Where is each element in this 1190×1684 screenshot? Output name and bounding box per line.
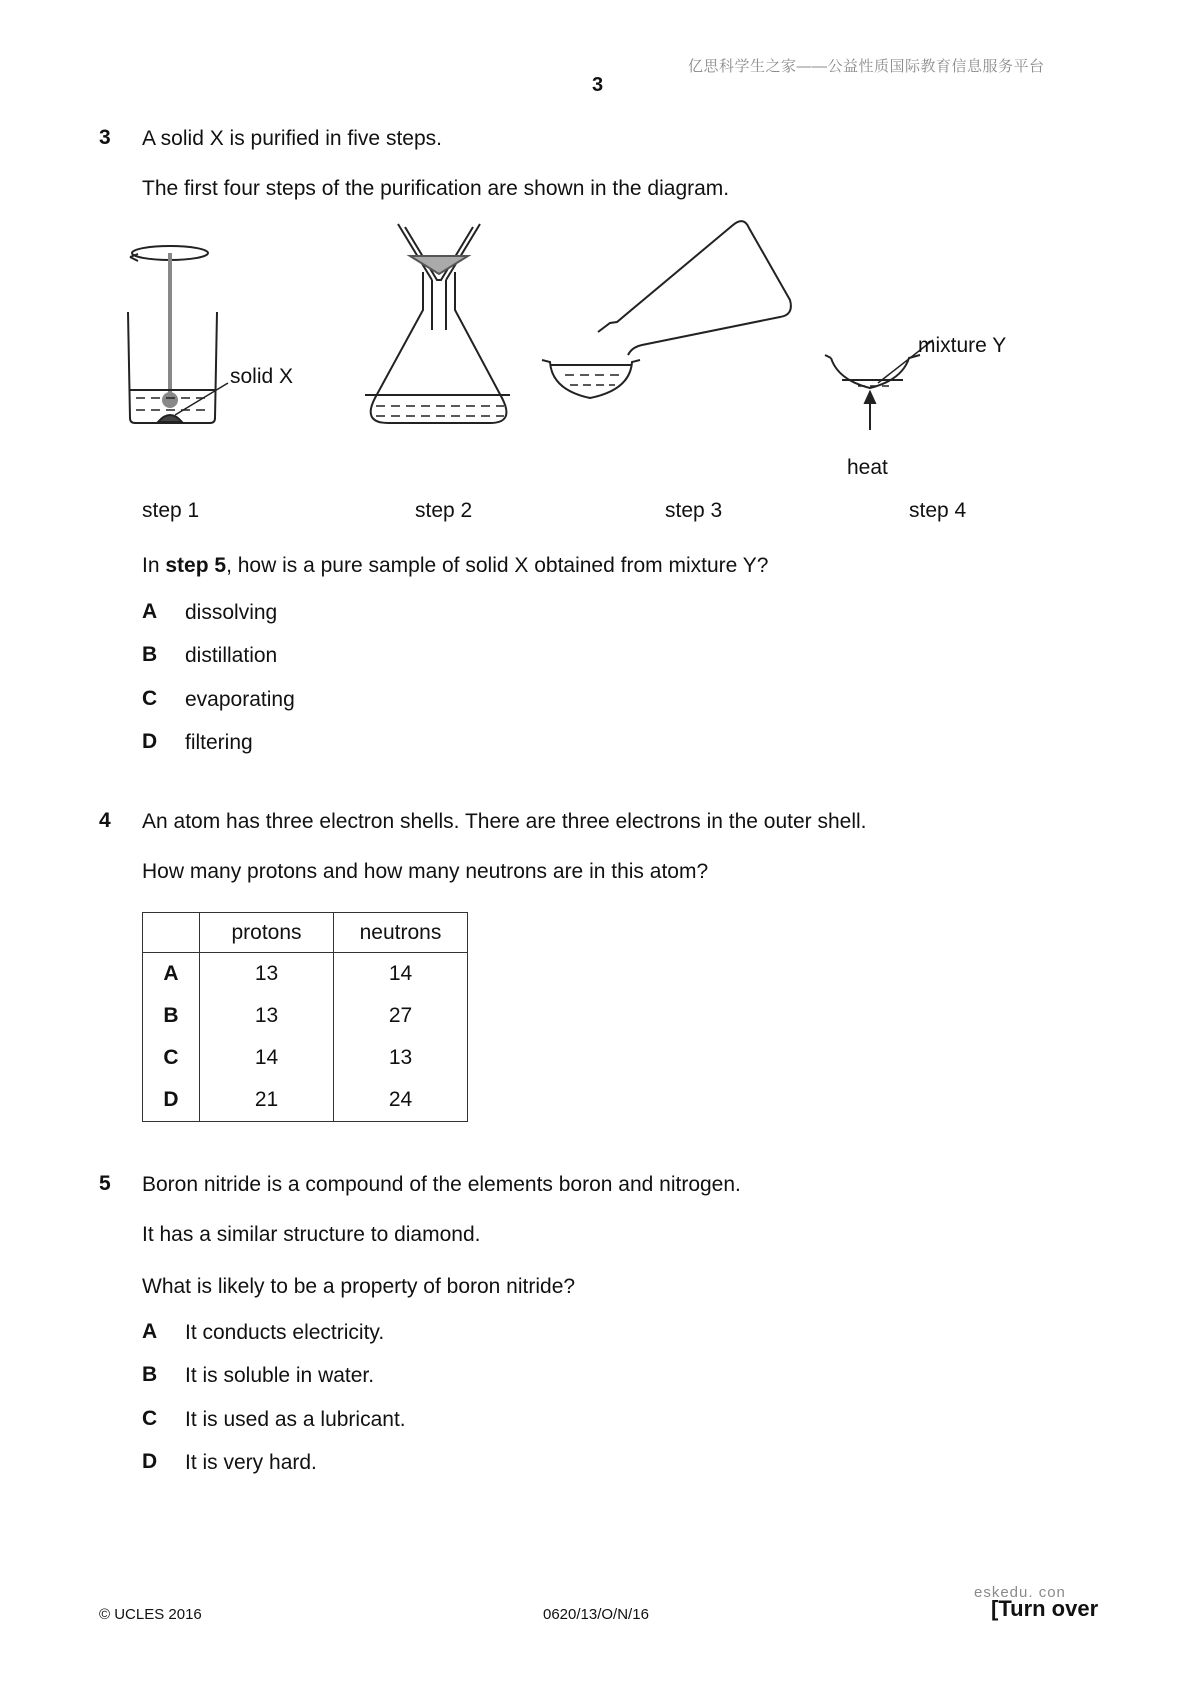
table-header-cell: protons [200, 913, 334, 953]
table-header-cell [143, 913, 200, 953]
beaker-stirring-icon [128, 246, 228, 423]
q5-option-text: It is used as a lubricant. [185, 1408, 406, 1431]
copyright: © UCLES 2016 [99, 1606, 202, 1623]
table-row [143, 1037, 468, 1079]
row-letter: A [143, 953, 200, 996]
page-number: 3 [592, 74, 604, 96]
table-header-row [143, 913, 468, 953]
q3-option-text: evaporating [185, 688, 295, 711]
question-5-number: 5 [99, 1172, 111, 1195]
protons-cell: 13 [200, 953, 334, 996]
q3-option-letter: C [142, 687, 158, 710]
question-3-intro: The first four steps of the purification are shown in the diagram. [142, 177, 730, 200]
q5-option-letter: C [142, 1407, 158, 1430]
label-step-1: step 1 [142, 499, 200, 522]
label-solid-x: solid X [230, 365, 294, 388]
neutrons-cell: 13 [334, 1037, 468, 1079]
label-step-2: step 2 [415, 499, 473, 522]
q3-option-letter: A [142, 600, 158, 623]
question-3-stem: A solid X is purified in five steps. [142, 127, 442, 150]
row-letter: B [143, 995, 200, 1037]
table-row [143, 995, 468, 1037]
heated-basin-icon [825, 340, 933, 430]
purification-diagram [110, 220, 1110, 550]
watermark-header: 亿思科学生之家——公益性质国际教育信息服务平台 [688, 58, 1045, 75]
row-letter: C [143, 1037, 200, 1079]
neutrons-cell: 24 [334, 1079, 468, 1122]
question-4-stem: An atom has three electron shells. There are three electrons in the outer shell. [142, 810, 867, 833]
question-4-number: 4 [99, 809, 111, 832]
question-5-stem: Boron nitride is a compound of the elements boron and nitrogen. [142, 1173, 741, 1196]
label-heat: heat [847, 456, 888, 479]
protons-cell: 14 [200, 1037, 334, 1079]
label-mixture-y: mixture Y [918, 334, 1007, 357]
question-4-question: How many protons and how many neutrons are in this atom? [142, 860, 709, 883]
table-header-cell: neutrons [334, 913, 468, 953]
filter-flask-icon [365, 224, 510, 423]
neutrons-cell: 27 [334, 995, 468, 1037]
protons-cell: 13 [200, 995, 334, 1037]
q5-option-letter: D [142, 1450, 158, 1473]
q5-option-text: It conducts electricity. [185, 1321, 385, 1344]
evaporating-basin-icon [542, 221, 791, 398]
q5-option-text: It is very hard. [185, 1451, 317, 1474]
table-row [143, 1079, 468, 1122]
q5-option-letter: A [142, 1320, 158, 1343]
q3-option-letter: B [142, 643, 158, 666]
q3-option-letter: D [142, 730, 158, 753]
answer-table [142, 912, 468, 1122]
neutrons-cell: 14 [334, 953, 468, 996]
row-letter: D [143, 1079, 200, 1122]
q5-option-letter: B [142, 1363, 158, 1386]
paper-code: 0620/13/O/N/16 [543, 1606, 649, 1623]
question-3-number: 3 [99, 126, 111, 149]
q3-option-text: filtering [185, 731, 253, 754]
q5-option-text: It is soluble in water. [185, 1364, 375, 1387]
question-3-question: In step 5, how is a pure sample of solid X obtained from mixture Y? [142, 554, 769, 577]
table-row [143, 953, 468, 996]
q3-option-text: dissolving [185, 601, 278, 624]
question-5-line2: It has a similar structure to diamond. [142, 1223, 481, 1246]
label-step-4: step 4 [909, 499, 967, 522]
turn-over: [Turn over [991, 1596, 1099, 1621]
q3-option-text: distillation [185, 644, 278, 667]
watermark-footer: eskedu. con [974, 1584, 1066, 1601]
protons-cell: 21 [200, 1079, 334, 1122]
question-5-question: What is likely to be a property of boron nitride? [142, 1275, 576, 1298]
label-step-3: step 3 [665, 499, 723, 522]
